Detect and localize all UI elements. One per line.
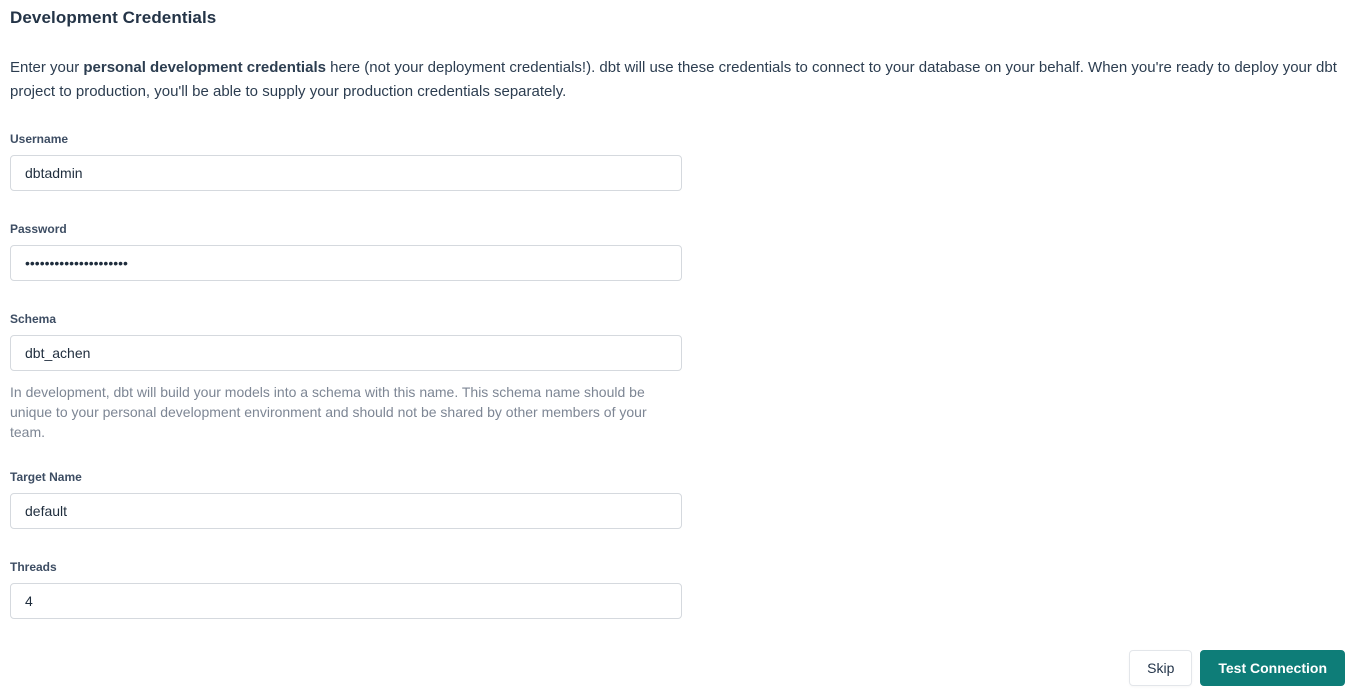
schema-label: Schema xyxy=(10,312,57,326)
username-label: Username xyxy=(10,132,69,146)
schema-helper-text: In development, dbt will build your models into a schema with this name. This schema name should be unique to your personal development environment and should not be shared by other members of your team. xyxy=(10,384,647,440)
password-input[interactable] xyxy=(10,245,682,281)
username-field-group xyxy=(10,132,1345,191)
test-connection-button[interactable]: Test Connection xyxy=(1200,650,1345,686)
threads-input[interactable] xyxy=(10,583,682,619)
username-input[interactable] xyxy=(10,155,682,191)
schema-input[interactable] xyxy=(10,335,682,371)
threads-label: Threads xyxy=(10,560,57,574)
target-name-input[interactable] xyxy=(10,493,682,529)
form-actions xyxy=(10,650,1345,693)
target-name-field-group xyxy=(10,470,1345,529)
threads-field-group xyxy=(10,560,1345,619)
schema-field-group xyxy=(10,312,1345,442)
intro-text xyxy=(10,56,1345,104)
skip-button[interactable]: Skip xyxy=(1129,650,1192,686)
intro-bold: personal development credentials xyxy=(83,59,326,76)
password-field-group xyxy=(10,222,1345,281)
target-name-label: Target Name xyxy=(10,470,82,484)
intro-suffix: here (not your deployment credentials!). dbt will use these credentials to connect to your database on your behalf. When you're ready to deploy your dbt project to production, you'll be able to supply your production credentials separately. xyxy=(10,59,1337,100)
page-title: Development Credentials xyxy=(10,8,217,27)
intro-prefix: Enter your xyxy=(10,59,84,76)
password-label: Password xyxy=(10,222,67,236)
